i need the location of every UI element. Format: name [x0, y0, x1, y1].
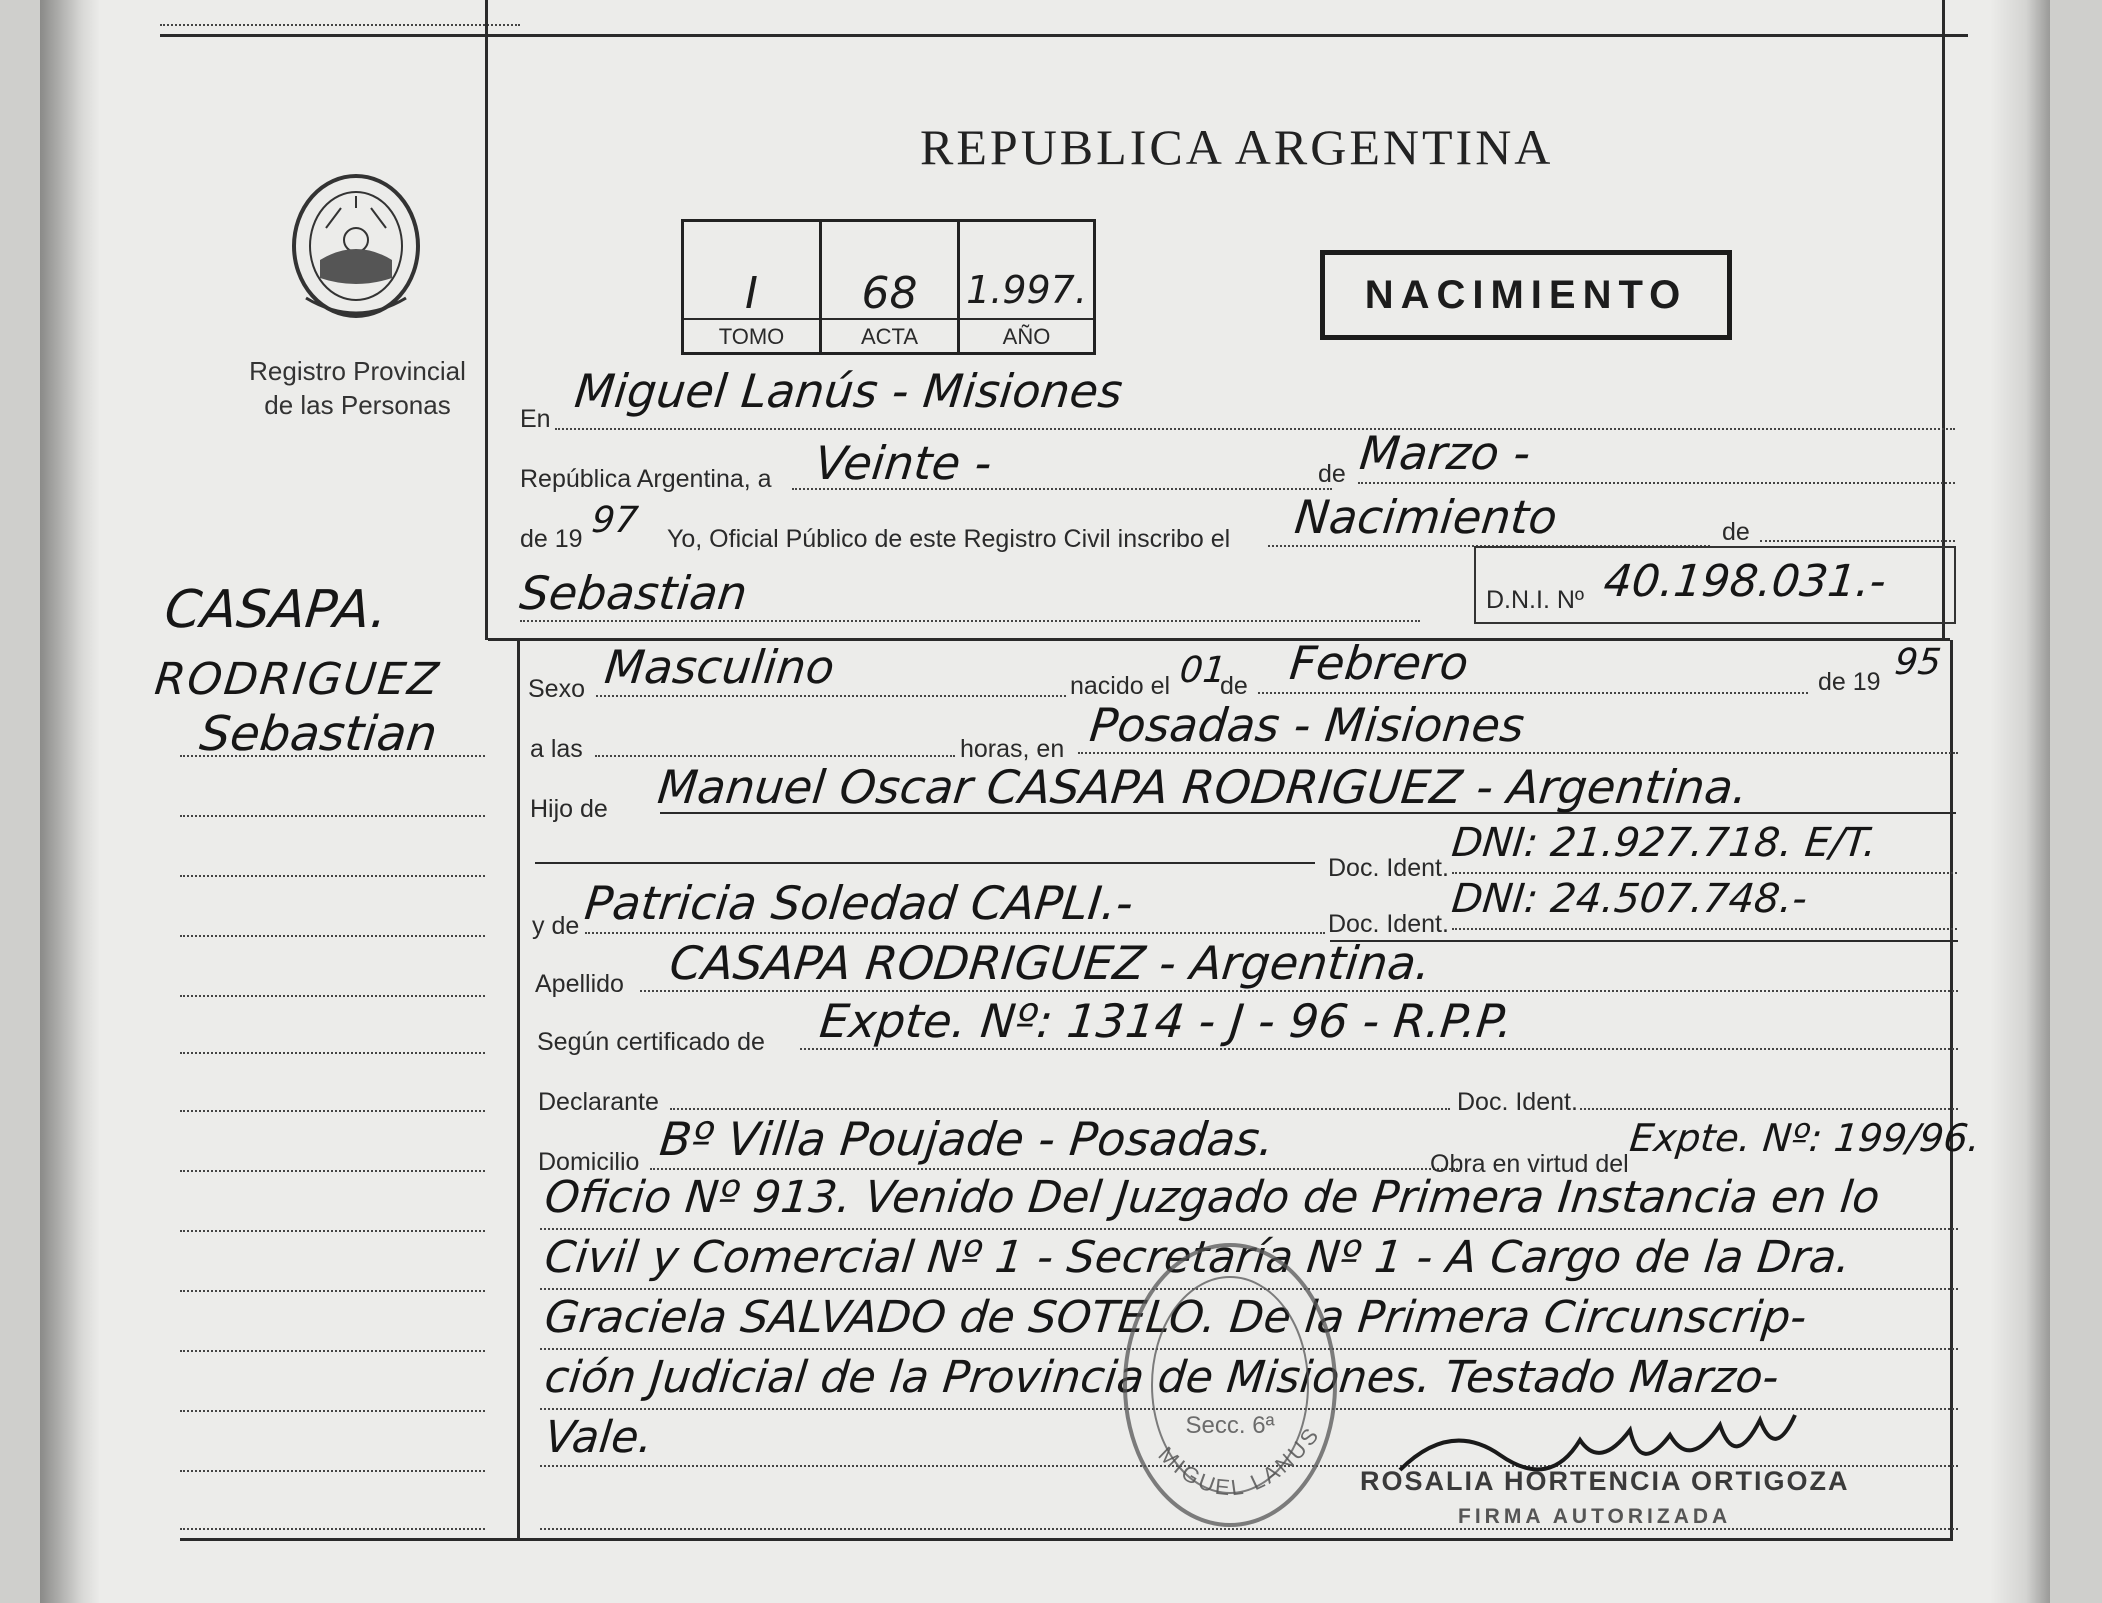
alas-label: a las — [530, 735, 583, 763]
yde-label: y de — [532, 912, 580, 940]
dni-label: D.N.I. Nº — [1486, 586, 1585, 614]
year-value: 97 — [589, 500, 640, 541]
book-spine-shadow — [40, 0, 100, 1603]
horas-label: horas, en — [960, 735, 1065, 763]
yo-label: Yo, Oficial Público de este Registro Civil inscribo el — [667, 525, 1231, 553]
inscribo-value: Nacimiento — [1292, 490, 1560, 544]
margin-surname-2: RODRIGUEZ — [152, 654, 443, 705]
signatory-role: FIRMA AUTORIZADA — [1458, 1505, 1732, 1528]
anio-label: AÑO — [1002, 324, 1051, 349]
padre-extra-line — [535, 862, 1315, 864]
dni-value: 40.198.031.- — [1601, 556, 1889, 607]
stamp-bottom-text: MIGUEL LANUS — [1153, 1421, 1326, 1501]
padre-value: Manuel Oscar CASAPA RODRIGUEZ - Argentina. — [655, 760, 1751, 814]
domicilio-value: Bº Villa Poujade - Posadas. — [657, 1112, 1277, 1166]
note-line-2: Civil y Comercial Nº 1 - Secretaría Nº 1 - A Cargo de la Dra. — [542, 1232, 1853, 1283]
hijo-label: Hijo de — [530, 795, 608, 823]
en-label: En — [520, 405, 551, 433]
domicilio-line — [650, 1168, 1458, 1170]
page-right-edge — [1990, 0, 2050, 1603]
margin-line — [180, 1290, 485, 1292]
declarante-label: Declarante — [538, 1088, 659, 1116]
lugar-line — [1078, 752, 1958, 754]
obra-value: Expte. Nº: 199/96. — [1627, 1116, 1983, 1160]
margin-line — [180, 1410, 485, 1412]
declarante-line — [670, 1108, 1450, 1110]
top-rule — [160, 34, 1968, 37]
margin-line — [180, 755, 485, 757]
madre-doc: DNI: 24.507.748.- — [1449, 876, 1810, 922]
de-line-2 — [1760, 540, 1955, 542]
note-line-5: Vale. — [542, 1412, 656, 1463]
declarante-doc-line — [1580, 1108, 1958, 1110]
document-page — [40, 0, 2050, 1603]
margin-line — [180, 875, 485, 877]
margin-line — [180, 1470, 485, 1472]
month-line — [1358, 482, 1955, 484]
margin-line — [180, 1110, 485, 1112]
note-line-4: ción Judicial de la Provincia de Misiones. Testado Marzo- — [542, 1352, 1782, 1403]
nacido-month-line — [1258, 692, 1808, 694]
column-divider-upper — [485, 0, 488, 640]
margin-line — [180, 995, 485, 997]
en-line — [555, 428, 1955, 430]
madre-line — [585, 932, 1325, 934]
padre-doc: DNI: 21.927.718. E/T. — [1449, 820, 1879, 866]
acta-cell — [822, 222, 960, 352]
sexo-line — [596, 695, 1066, 697]
de19-label-2: de 19 — [1818, 668, 1881, 696]
de-label: de — [1318, 460, 1346, 488]
certificado-line — [800, 1048, 1958, 1050]
margin-line — [180, 815, 485, 817]
registry-label — [220, 354, 495, 422]
doc-ident-label: Doc. Ident. — [1328, 854, 1449, 882]
margin-line — [180, 935, 485, 937]
madre-value: Patricia Soledad CAPLI.- — [582, 876, 1136, 930]
nacido-month: Febrero — [1287, 636, 1472, 690]
tomo-value: I — [745, 268, 758, 319]
page-title: REPUBLICA ARGENTINA — [920, 119, 1554, 175]
margin-line — [180, 1230, 485, 1232]
month-value: Marzo - — [1357, 426, 1534, 480]
signatory-name: ROSALIA HORTENCIA ORTIGOZA — [1360, 1466, 1850, 1496]
certificado-value: Expte. Nº: 1314 - J - 96 - R.P.P. — [817, 994, 1516, 1048]
margin-line — [180, 1052, 485, 1054]
apellido-value: CASAPA RODRIGUEZ - Argentina. — [667, 936, 1434, 990]
margin-line — [180, 1170, 485, 1172]
margin-line — [180, 1528, 485, 1530]
dni-box — [1474, 546, 1956, 624]
doc-ident-label-2: Doc. Ident. — [1328, 910, 1449, 938]
apellido-line — [640, 990, 1958, 992]
certificado-label: Según certificado de — [537, 1028, 765, 1056]
sexo-value: Masculino — [602, 640, 837, 694]
registry-label-line1: Registro Provincial — [249, 356, 466, 386]
anio-cell — [960, 222, 1093, 352]
right-border-upper — [1942, 0, 1945, 640]
lugar-value: Posadas - Misiones — [1087, 698, 1527, 752]
republica-label: República Argentina, a — [520, 465, 772, 493]
name-value: Sebastian — [517, 566, 750, 620]
record-number-table — [681, 219, 1096, 355]
acta-value: 68 — [861, 268, 918, 319]
acta-label: ACTA — [860, 324, 919, 349]
bottom-rule — [180, 1538, 1953, 1541]
margin-given-name: Sebastian — [197, 706, 440, 762]
right-border-lower — [1950, 640, 1953, 1540]
note-line — [540, 1228, 1958, 1230]
de19-label: de 19 — [520, 525, 583, 553]
anio-value: 1.997. — [966, 268, 1087, 312]
alas-line — [595, 755, 955, 757]
name-line — [520, 620, 1420, 622]
column-divider-lower — [517, 640, 520, 1540]
domicilio-label: Domicilio — [538, 1148, 640, 1176]
margin-line — [180, 1350, 485, 1352]
doc-ident-label-3: Doc. Ident. — [1457, 1088, 1578, 1116]
nacido-year: 95 — [1892, 642, 1943, 683]
de-label-3: de — [1220, 672, 1248, 700]
top-dotted-line — [160, 24, 520, 26]
day-value: Veinte - — [812, 436, 995, 490]
registry-stamp-icon — [1115, 1235, 1345, 1535]
provincial-seal-icon — [286, 168, 426, 323]
registry-label-line2: de las Personas — [264, 390, 451, 420]
sexo-label: Sexo — [528, 675, 585, 703]
tomo-cell — [684, 222, 822, 352]
act-type-box: NACIMIENTO — [1320, 250, 1732, 340]
note-line-3: Graciela SALVADO de SOTELO. De la Primera Circunscrip- — [542, 1292, 1809, 1343]
padre-doc-line — [1452, 872, 1957, 874]
en-value: Miguel Lanús - Misiones — [572, 364, 1126, 418]
de-label-2: de — [1722, 518, 1750, 546]
tomo-label: TOMO — [718, 324, 785, 349]
margin-surname-1: CASAPA. — [161, 580, 391, 640]
madre-doc-line — [1452, 928, 1957, 930]
nacido-label: nacido el — [1070, 672, 1171, 700]
note-line-1: Oficio Nº 913. Venido Del Juzgado de Primera Instancia en lo — [542, 1172, 1883, 1223]
nacido-day: 01 — [1177, 650, 1228, 691]
stamp-center-text: Secc. 6ª — [1185, 1412, 1275, 1439]
apellido-label: Apellido — [535, 970, 624, 998]
obra-label: Obra en virtud del — [1430, 1150, 1629, 1178]
